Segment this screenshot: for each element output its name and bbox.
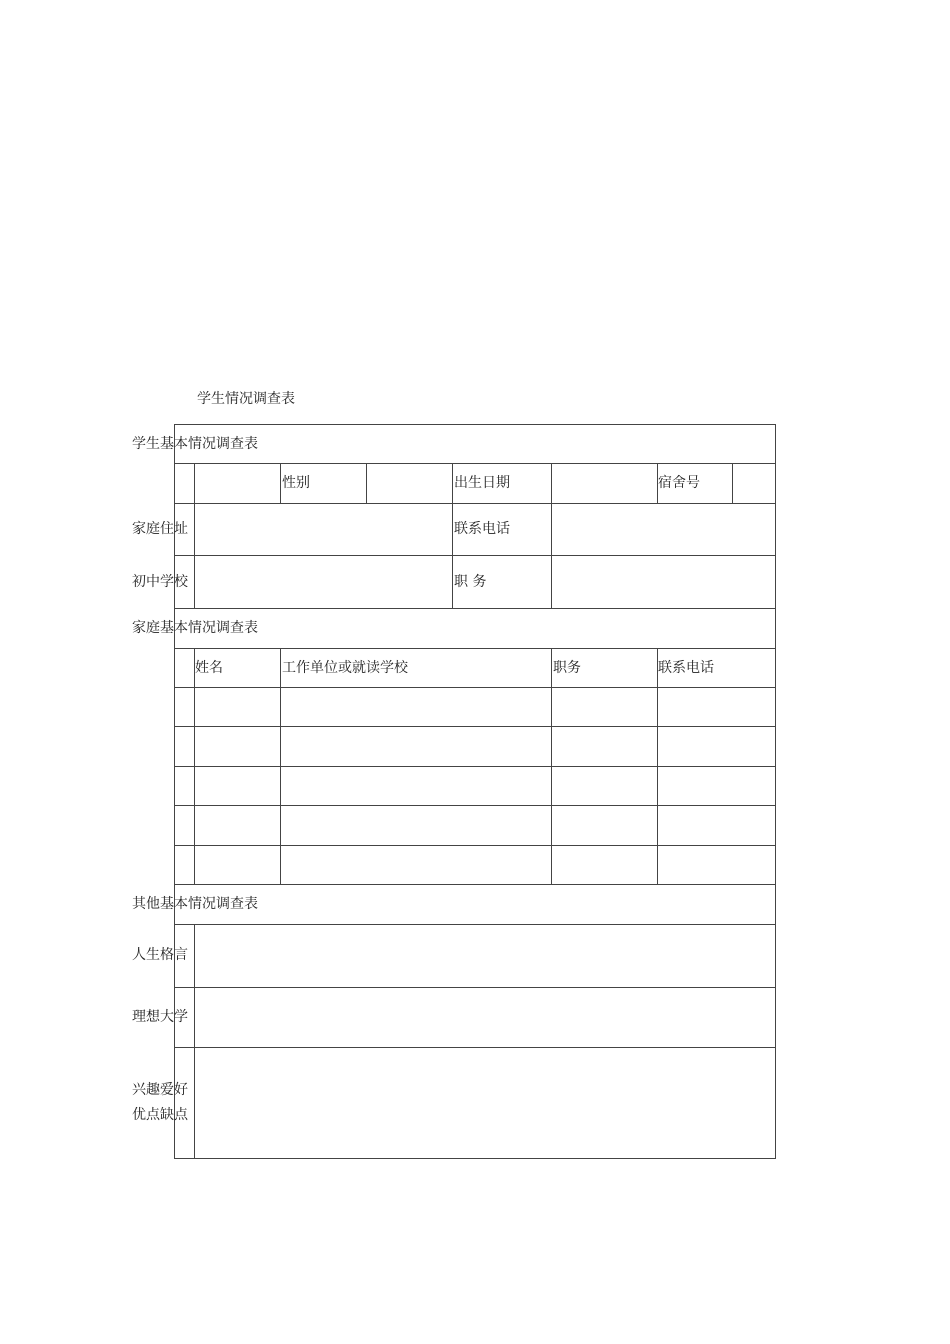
rule bbox=[174, 648, 776, 649]
rule bbox=[732, 463, 733, 503]
rule bbox=[280, 648, 281, 884]
home-address-label: 家庭住址 bbox=[132, 521, 188, 537]
rule bbox=[194, 648, 195, 884]
student-section-heading: 学生基本情况调查表 bbox=[132, 436, 258, 452]
rule bbox=[174, 1158, 776, 1159]
position-label: 职 务 bbox=[454, 574, 487, 590]
hobbies-label: 兴趣爱好 bbox=[132, 1082, 188, 1098]
rule bbox=[194, 463, 195, 608]
rule bbox=[174, 424, 776, 425]
rule bbox=[775, 424, 776, 1159]
column-header-workplace: 工作单位或就读学校 bbox=[282, 660, 408, 676]
gender-label: 性别 bbox=[282, 475, 310, 491]
contact-phone-label: 联系电话 bbox=[454, 521, 510, 537]
rule bbox=[174, 687, 776, 688]
other-section-heading: 其他基本情况调查表 bbox=[132, 896, 258, 912]
merits-demerits-label: 优点缺点 bbox=[132, 1107, 188, 1123]
dorm-number-label: 宿舍号 bbox=[658, 475, 700, 491]
rule bbox=[174, 1047, 776, 1048]
life-motto-label: 人生格言 bbox=[132, 947, 188, 963]
birth-date-label: 出生日期 bbox=[454, 475, 510, 491]
rule bbox=[551, 463, 552, 608]
rule bbox=[174, 463, 776, 464]
rule bbox=[174, 726, 776, 727]
rule bbox=[657, 648, 658, 884]
middle-school-label: 初中学校 bbox=[132, 574, 188, 590]
rule bbox=[174, 987, 776, 988]
rule bbox=[174, 555, 776, 556]
rule bbox=[452, 463, 453, 608]
rule bbox=[280, 463, 281, 503]
rule bbox=[174, 766, 776, 767]
family-section-heading: 家庭基本情况调查表 bbox=[132, 620, 258, 636]
rule bbox=[194, 924, 195, 1159]
rule bbox=[174, 608, 776, 609]
document-title: 学生情况调查表 bbox=[197, 391, 295, 407]
rule bbox=[174, 884, 776, 885]
rule bbox=[366, 463, 367, 503]
rule bbox=[174, 924, 776, 925]
rule bbox=[174, 503, 776, 504]
column-header-phone: 联系电话 bbox=[658, 660, 714, 676]
column-header-name: 姓名 bbox=[195, 660, 223, 676]
rule bbox=[551, 648, 552, 884]
rule bbox=[174, 805, 776, 806]
column-header-position: 职务 bbox=[553, 660, 581, 676]
ideal-university-label: 理想大学 bbox=[132, 1009, 188, 1025]
rule bbox=[174, 845, 776, 846]
